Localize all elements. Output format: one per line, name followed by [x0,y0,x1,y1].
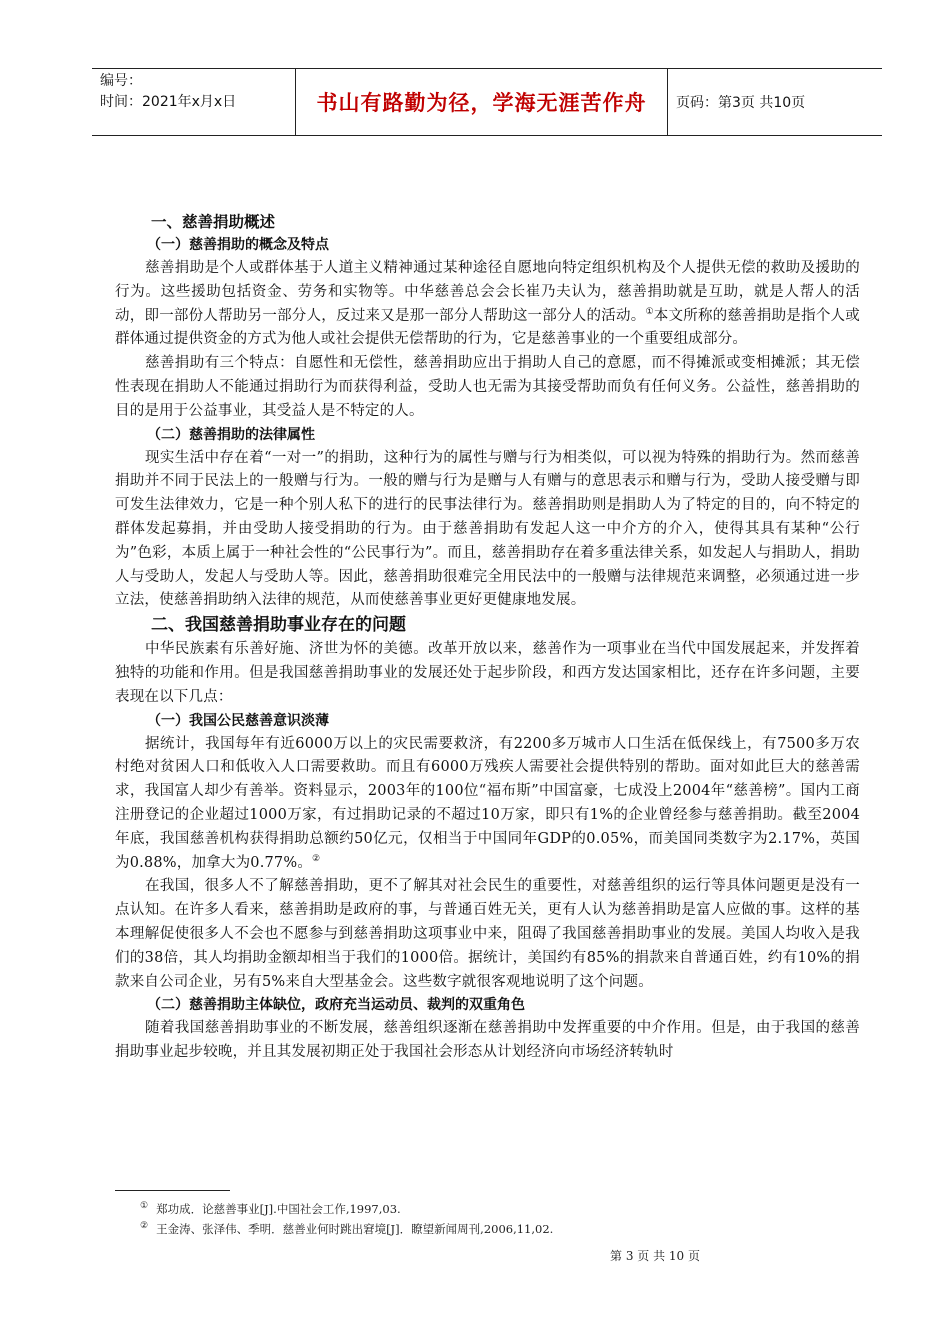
document-header [92,68,882,136]
section-2-1-title: （一）我国公民慈善意识淡薄 [147,712,329,729]
footnote-text: 郑功成．论慈善事业[J].中国社会工作,1997,03. [156,1201,401,1216]
document-body [115,210,860,1065]
paragraph-text: 慈善捐助是个人或群体基于人道主义精神通过某种途径自愿地向特定组织机构及个人提供无偿的救助及援助的行为。这些援助包括资金、劳务和实物等。中华慈善总会会长崔乃夫认为，慈善捐助就是互助，就是人帮人的活动，即一部份人帮助另一部分人，反过来又是那一部分人帮助这一部分人的活动。 [115,260,860,324]
footnote-ref-2[interactable]: ② [312,853,321,864]
page-number-footer: 第 3 页 共 10 页 [610,1249,700,1263]
paragraph: 中华民族素有乐善好施、济世为怀的美德。改革开放以来，慈善作为一项事业在当代中国发展起来，并发挥着独特的功能和作用。但是我国慈善捐助事业的发展还处于起步阶段，和西方发达国家相比，还存在许多问题，主要表现在以下几点： [115,641,860,705]
paragraph [115,257,860,352]
number-label: 编号： [100,73,142,89]
footnote-ref-1[interactable]: ① [645,306,654,317]
footnote-mark: ② [140,1220,149,1231]
footnote-mark: ① [140,1201,149,1211]
footnotes [140,1198,860,1238]
paragraph-text: 据统计，我国每年有近6000万以上的灾民需要救济，有2200多万城市人口生活在低保线上，有7500多万农村绝对贫困人口和低收入人口需要救助。而且有6000万残疾人需要社会提供特别的帮助。面对如此巨大的慈善需求，我国富人却少有善举。资料显示，2003年的100位“福布斯”中国富豪，七成没上2004年“慈善榜”。国内工商注册登记的企业超过1000万家，有过捐助记录的不超过10万家，即只有1%的企业曾经参与慈善捐助。截至2004年底，我国慈善机构获得捐助总额约50亿元，仅相当于中国同年GDP的0.05%，而美国同类数字为2.17%，英国为0.88%，加拿大为0.77%。 [115,735,860,871]
paragraph-text: 本文所称的慈善捐助是指个人或群体通过提供资金的方式为他人或社会提供无偿帮助的行为，它是慈善事业的一个重要组成部分。 [115,307,860,348]
header-left-cell [92,69,295,135]
page-label: 页码：第3页 共10页 [676,95,806,111]
section-1-2-title: （二）慈善捐助的法律属性 [147,426,315,443]
section-2-title: 二、我国慈善捐助事业存在的问题 [151,615,406,636]
section-1-title: 一、慈善捐助概述 [151,213,276,231]
paragraph: 现实生活中存在着“一对一”的捐助，这种行为的属性与赠与行为相类似，可以视为特殊的捐助行为。然而慈善捐助并不同于民法上的一般赠与行为。一般的赠与行为是赠与人有赠与的意思表示和赠与行为，受助人接受赠与即可发生法律效力，它是一种个别人私下的进行的民事法律行为。慈善捐助则是捐助人为了特定的目的，向不特定的群体发起募捐，并由受助人接受捐助的行为。由于慈善捐助有发起人这一中介方的介入，使得其具有某种“公行为”色彩，本质上属于一种社会性的“公民事行为”。而且，慈善捐助存在着多重法律关系，如发起人与捐助人，捐助人与受助人，发起人与受助人等。因此，慈善捐助很难完全用民法中的一般赠与法律规范来调整，必须通过进一步立法，使慈善捐助纳入法律的规范，从而使慈善事业更好更健康地发展。 [115,449,860,609]
paragraph: 随着我国慈善捐助事业的不断发展，慈善组织逐渐在慈善捐助中发挥重要的中介作用。但是，由于我国的慈善捐助事业起步较晚，并且其发展初期正处于我国社会形态从计划经济向市场经济转轨时 [115,1020,860,1061]
section-2-2-title: （二）慈善捐助主体缺位，政府充当运动员、裁判的双重角色 [147,997,525,1014]
motto: 书山有路勤为径，学海无涯苦作舟 [295,69,668,135]
footnote-divider [115,1190,230,1191]
paragraph: 慈善捐助有三个特点：自愿性和无偿性，慈善捐助应出于捐助人自己的意愿，而不得摊派或变相摊派；其无偿性表现在捐助人不能通过捐助行为而获得利益，受助人也无需为其接受帮助而负有任何义务。公益性，慈善捐助的目的是用于公益事业，其受益人是不特定的人。 [115,355,860,419]
footnote-item [140,1218,860,1238]
footnote-text: 王金涛、张泽伟、季明．慈善业何时跳出窘境[J]．瞭望新闻周刊,2006,11,02. [156,1221,554,1236]
footnote-item [140,1198,860,1218]
section-1-1-title: （一）慈善捐助的概念及特点 [147,237,329,253]
paragraph [115,733,860,876]
paragraph: 在我国，很多人不了解慈善捐助，更不了解其对社会民生的重要性，对慈善组织的运行等具体问题更是没有一点认知。在许多人看来，慈善捐助是政府的事，与普通百姓无关，更有人认为慈善捐助是富人应做的事。这样的基本理解促使很多人不会也不愿参与到慈善捐助这项事业中来，阻碍了我国慈善捐助事业的发展。美国人均收入是我们的38倍，其人均捐助金额却相当于我们的1000倍。据统计，美国约有85%的捐款来自普通百姓，约有10%的捐款来自公司企业，另有5%来自大型基金会。这些数字就很客观地说明了这个问题。 [115,878,860,990]
time-label: 时间：2021年x月x日 [100,94,237,110]
